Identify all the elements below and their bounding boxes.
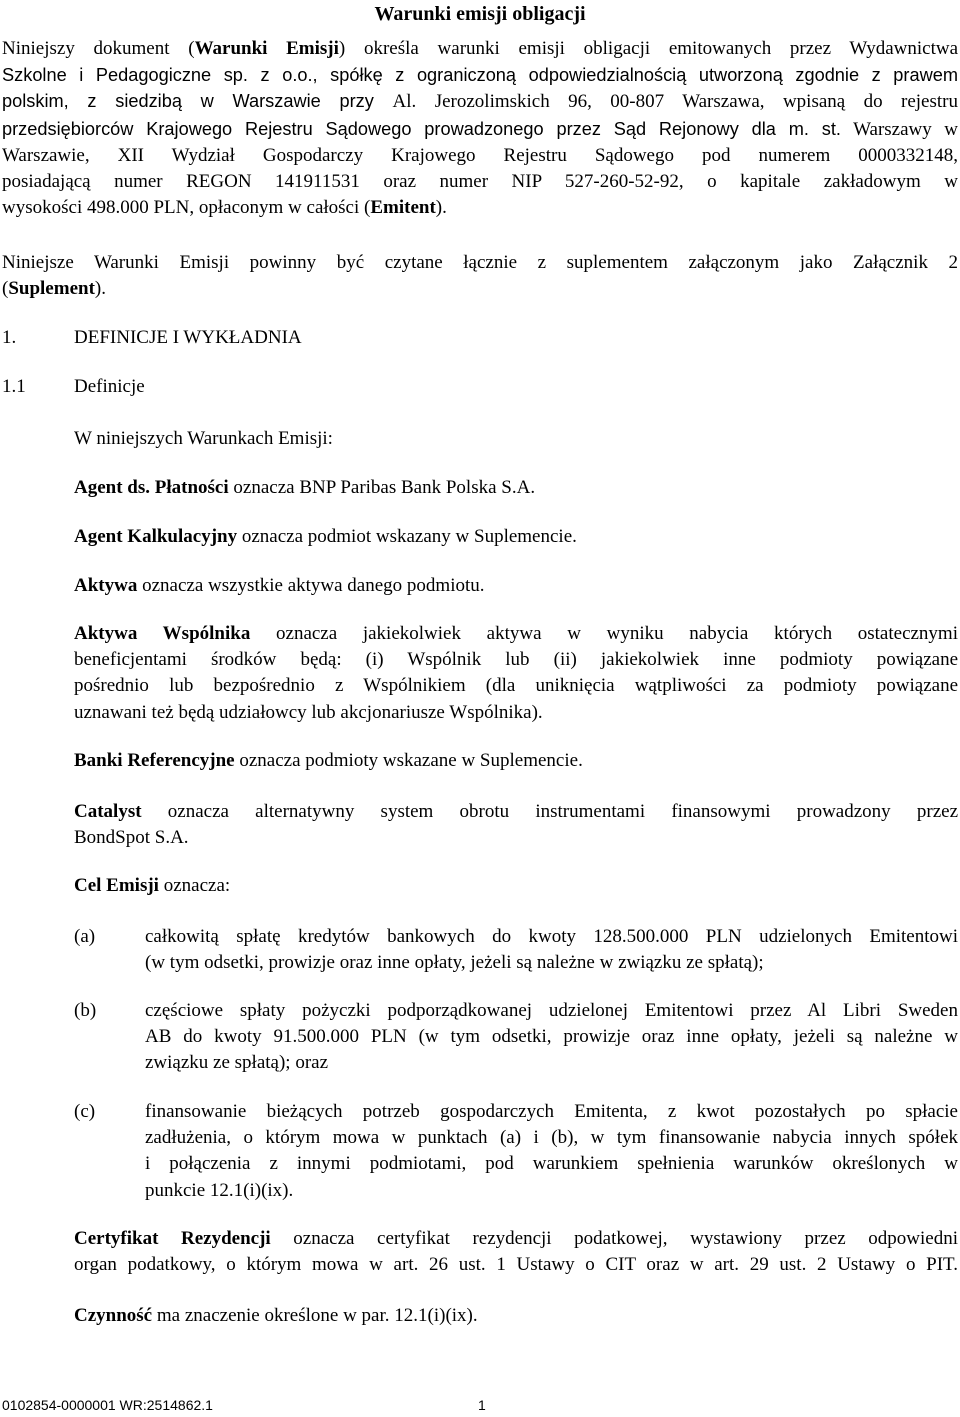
list-label-a: (a): [74, 926, 96, 947]
intro-line-3: polskim, z siedzibą w Warszawie przy Al. Jerozolimskich 96, 00-807 Warszawa, wpisaną do rejestru: [2, 91, 958, 113]
definition-certyfikat-rezydencji: Certyfikat Rezydencji oznacza certyfikat rezydencji podatkowej, wystawiony przez odpowiedni organ podatkowy, o którym mowa w art. 26 ust. 1 Ustawy o CIT oraz w art. 29 ust. 2 Ustawy o PIT.: [74, 1228, 958, 1276]
definition-agent-kalkulacyjny: Agent Kalkulacyjny oznacza podmiot wskazany w Suplemencie.: [74, 526, 577, 547]
definition-aktywa-wspolnika: Aktywa Wspólnika oznacza jakiekolwiek aktywa w wyniku nabycia których ostatecznymi beneficjentami środków będą: (i) Wspólnik lub (ii) jakiekolwiek inne podmioty powiązane pośrednio lub bezpośrednio z Wspólnikiem (dla uniknięcia wątpliwości za podmioty powiązane uznawani też będą udziałowcy lub akcjonariusze Wspólnika).: [74, 623, 958, 723]
intro-line-1: Niniejszy dokument (Warunki Emisji) określa warunki emisji obligacji emitowanych przez Wydawnictwa: [2, 38, 958, 59]
term-suplement: Suplement: [8, 278, 95, 300]
list-item-c: finansowanie bieżących potrzeb gospodarczych Emitenta, z kwot pozostałych po spłacie zadłużenia, o którym mowa w punktach (a) i (b), w tym finansowanie nabycia innych spółek i połączenia z innymi podmiotami, pod warunkiem spełnienia warunków określonych w punkcie 12.1(i)(ix).: [145, 1101, 958, 1201]
section-heading-1: 1. DEFINICJE I WYKŁADNIA: [2, 327, 302, 348]
definition-czynnosc: Czynność ma znaczenie określone w par. 12.1(i)(ix).: [74, 1305, 478, 1326]
definition-cel-emisji: Cel Emisji oznacza:: [74, 875, 231, 896]
definition-banki-referencyjne: Banki Referencyjne oznacza podmioty wskazane w Suplemencie.: [74, 750, 583, 771]
supplement-paragraph: Niniejsze Warunki Emisji powinny być czytane łącznie z suplementem załączonym jako Załącznik 2 (Suplement).: [2, 252, 958, 300]
document-title: Warunki emisji obligacji: [374, 3, 586, 25]
intro-line-7: wysokości 498.000 PLN, opłaconym w całości (Emitent).: [2, 197, 447, 219]
list-item-b: częściowe spłaty pożyczki podporządkowanej udzielonej Emitentowi przez Al Libri Sweden AB do kwoty 91.500.000 PLN (w tym odsetki, prowizje oraz inne opłaty, jeżeli są należne w związku ze spłatą); oraz: [145, 1000, 958, 1074]
intro-paragraph: [2, 36, 958, 221]
definitions-lead: W niniejszych Warunkach Emisji:: [74, 428, 333, 449]
document-id: 0102854-0000001 WR:2514862.1: [2, 1397, 213, 1413]
definition-aktywa: Aktywa oznacza wszystkie aktywa danego podmiotu.: [74, 575, 485, 596]
definition-agent-platnosci: Agent ds. Płatności oznacza BNP Paribas Bank Polska S.A.: [74, 477, 536, 498]
intro-line-2: Szkolne i Pedagogiczne sp. z o.o., spółkę z ograniczoną odpowiedzialnością utworzoną zgodnie z prawem: [2, 65, 958, 86]
list-item-a: całkowitą spłatę kredytów bankowych do kwoty 128.500.000 PLN udzielonych Emitentowi (w tym odsetki, prowizje oraz inne opłaty, jeżeli są należne w związku ze spłatą);: [145, 926, 958, 974]
intro-line-6: posiadającą numer REGON 141911531 oraz numer NIP 527-260-52-92, o kapitale zakładowym w: [2, 171, 958, 193]
term-emitent: Emitent: [370, 197, 436, 219]
definition-catalyst: Catalyst oznacza alternatywny system obrotu instrumentami finansowymi prowadzony przez BondSpot S.A.: [74, 801, 958, 849]
section-heading-1-1: 1.1 Definicje: [2, 376, 145, 397]
list-label-b: (b): [74, 1000, 97, 1021]
intro-line-4: przedsiębiorców Krajowego Rejestru Sądowego prowadzonego przez Sąd Rejonowy dla m. st. Warszawy w: [2, 118, 959, 140]
page-number: 1: [478, 1397, 486, 1413]
term-warunki-emisji: Warunki Emisji: [194, 38, 339, 59]
list-label-c: (c): [74, 1101, 96, 1122]
intro-line-5: Warszawie, XII Wydział Gospodarczy Krajowego Rejestru Sądowego pod numerem 0000332148,: [2, 144, 958, 166]
